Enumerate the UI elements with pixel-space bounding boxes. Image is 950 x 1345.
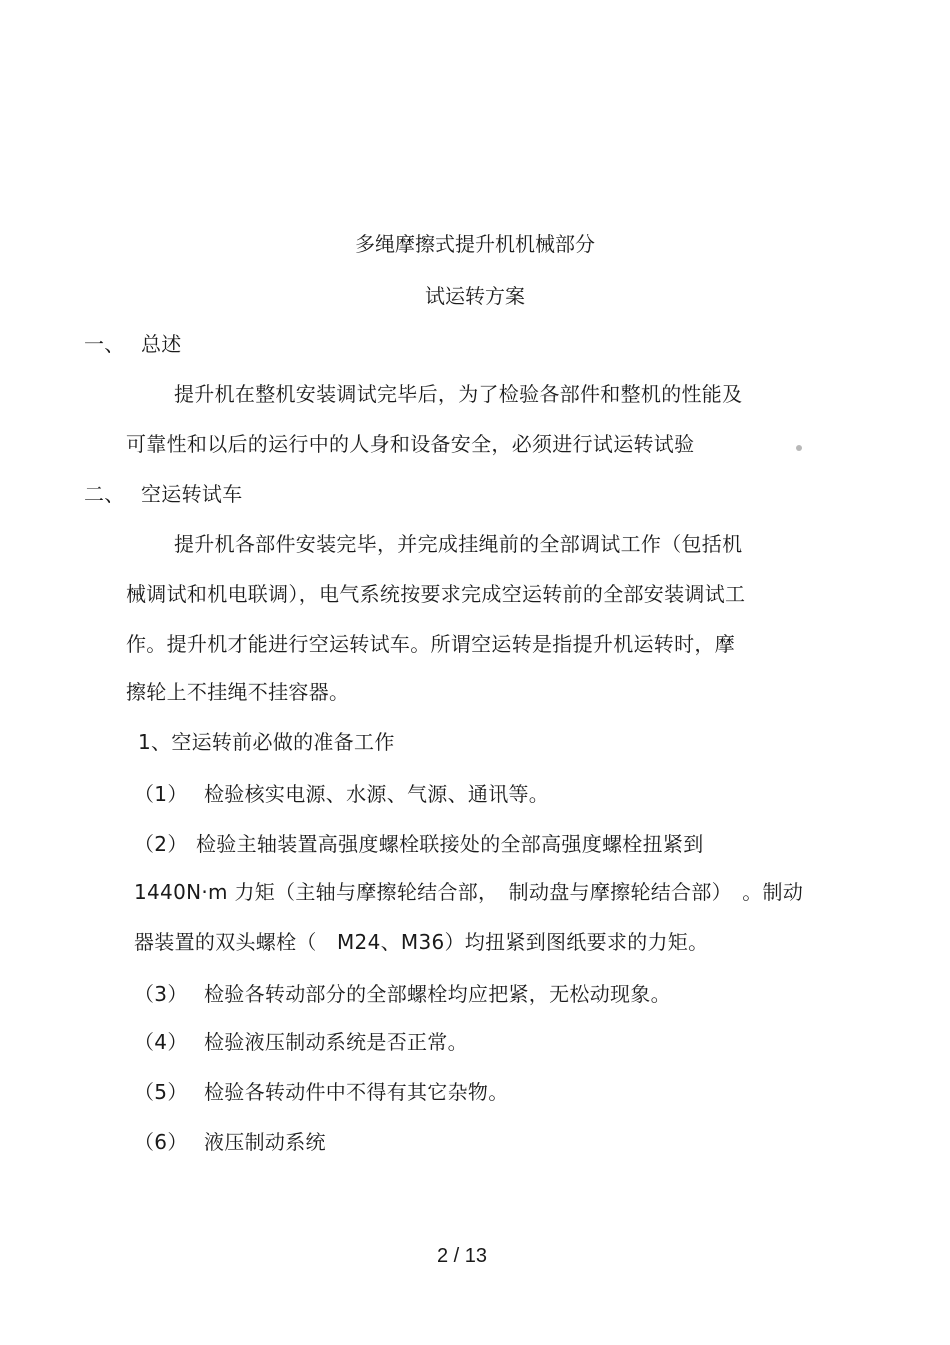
item-number: （3）	[134, 982, 188, 1006]
item-text: 检验各转动部分的全部螺栓均应把紧，无松动现象。	[204, 982, 671, 1006]
section1-heading: 总述	[141, 332, 182, 356]
page-number: 2 / 13	[436, 1245, 488, 1267]
item-text: 液压制动系统	[204, 1130, 326, 1154]
item-text: 检验核实电源、水源、气源、通讯等。	[204, 782, 550, 806]
item-number: （4）	[134, 1030, 188, 1054]
doc-title-line1: 多绳摩擦式提升机机械部分	[355, 232, 595, 256]
item-text: 器装置的双头螺栓（ M24、M36）均扭紧到图纸要求的力矩。	[134, 930, 709, 954]
section2-number: 二、	[84, 482, 125, 506]
item-text: 检验主轴装置高强度螺栓联接处的全部高强度螺栓扭紧到	[196, 832, 704, 856]
stray-mark	[796, 445, 802, 451]
section2-para-line: 械调试和机电联调），电气系统按要求完成空运转前的全部安装调试工	[126, 582, 746, 606]
item-text: 检验液压制动系统是否正常。	[204, 1030, 468, 1054]
item-number: （1）	[134, 782, 188, 806]
item-number: （5）	[134, 1080, 188, 1104]
item-number: （2）	[134, 832, 188, 856]
section1-number: 一、	[84, 332, 125, 356]
section1-para-line: 可靠性和以后的运行中的人身和设备安全，必须进行试运转试验	[126, 432, 695, 456]
item-text: 1440N·m 力矩（主轴与摩擦轮结合部， 制动盘与摩擦轮结合部） 。制动	[134, 880, 804, 904]
section2-para-line: 作。提升机才能进行空运转试车。所谓空运转是指提升机运转时，摩	[126, 632, 735, 656]
item-number: （6）	[134, 1130, 188, 1154]
item-text: 检验各转动件中不得有其它杂物。	[204, 1080, 509, 1104]
section1-para-line: 提升机在整机安装调试完毕后，为了检验各部件和整机的性能及	[174, 382, 743, 406]
section2-heading: 空运转试车	[141, 482, 243, 506]
section2-para-line: 提升机各部件安装完毕，并完成挂绳前的全部调试工作（包括机	[174, 532, 743, 556]
section2-para-line: 擦轮上不挂绳不挂容器。	[126, 680, 350, 704]
doc-title-line2: 试运转方案	[425, 284, 525, 308]
subsection-heading: 1、空运转前必做的准备工作	[138, 730, 395, 754]
